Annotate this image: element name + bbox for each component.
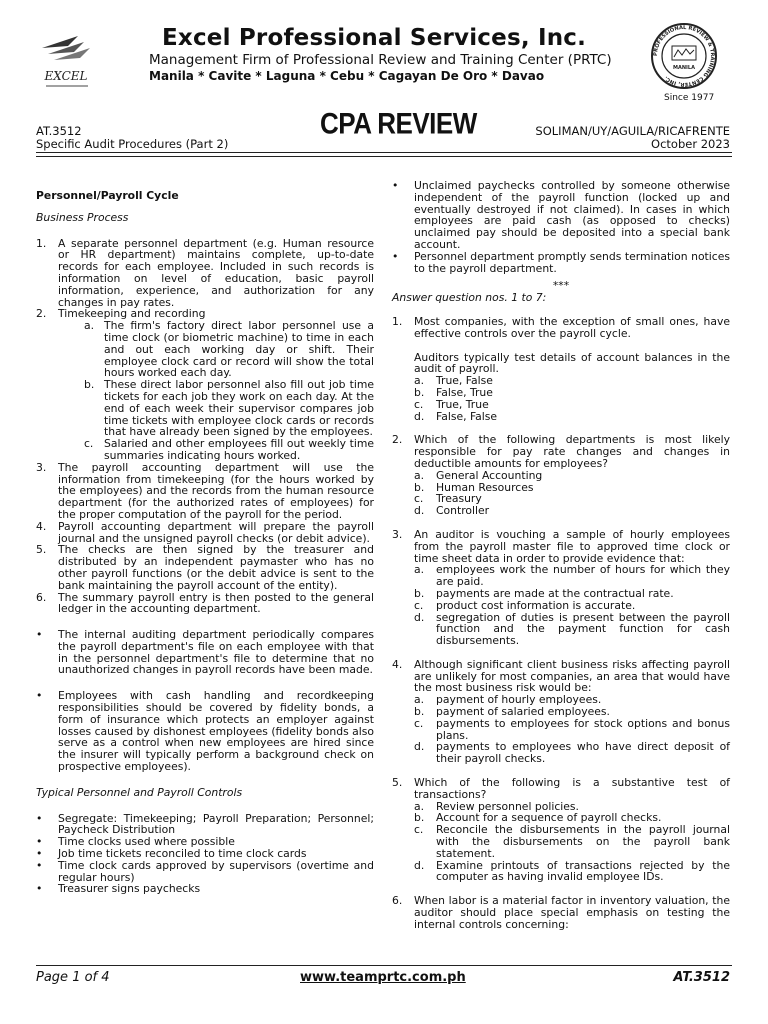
question-5: 5. Which of the following is a substantive test of transactions? xyxy=(392,776,730,801)
bullet-item: • The internal auditing department periodically compares the payroll department's file on each employee with that in the personnel department's file to determine that no unauthorized changes in payroll records have been made. xyxy=(36,628,374,677)
company-name: Excel Professional Services, Inc. xyxy=(162,25,587,51)
process-substep: a. The firm's factory direct labor personnel use a time clock (or biometric machine) to time in each and out each working day or shift. Their employee clock card or record will show the total hours worked each day. xyxy=(84,319,374,380)
answer-option: a. Review personnel policies. xyxy=(414,799,579,813)
answer-option: b. payments are made at the contractual rate. xyxy=(414,586,674,600)
business-process-heading: Business Process xyxy=(36,210,129,224)
footer-divider xyxy=(36,965,732,966)
control-item: • Time clock cards approved by supervisors (overtime and regular hours) xyxy=(36,858,374,884)
answer-option: c. payments to employees for stock options and bonus plans. xyxy=(414,716,730,742)
answer-option: d. Examine printouts of transactions rejected by the computer as having invalid employee IDs. xyxy=(414,858,730,884)
answer-option: b. Account for a sequence of payroll checks. xyxy=(414,811,662,825)
prtc-seal xyxy=(650,22,718,90)
answer-option: d. segregation of duties is present between the payroll function and the payment function for cash disbursements. xyxy=(414,610,730,648)
process-substep: c. Salaried and other employees fill out weekly time summaries indicating hours worked. xyxy=(84,437,374,462)
bullet-item: • Employees with cash handling and recordkeeping responsibilities should be covered by fidelity bonds, a form of insurance which protects an employer against losses caused by dishonest employees (fidelity bonds also serve as a control when new employees are hired since the insurer will typically perform a background check on prospective employees). xyxy=(36,689,374,774)
answer-option: a. True, False xyxy=(414,374,493,388)
company-subtitle: Management Firm of Professional Review and Training Center (PRTC) xyxy=(149,52,612,68)
answer-option: d. payments to employees who have direct deposit of their payroll checks. xyxy=(414,740,730,766)
process-step: 2. Timekeeping and recording xyxy=(36,307,206,321)
answer-option: c. True, True xyxy=(414,397,489,411)
bullet-item: • Unclaimed paychecks controlled by someone otherwise independent of the payroll function (locked up and eventually destroyed if not claimed). In cases in which employees are paid cash (as opposed to checks) unclaimed pay should be deposited into a special bank account. xyxy=(392,179,730,251)
right-column xyxy=(392,180,730,931)
answer-option: b. Human Resources xyxy=(414,480,534,494)
answer-option: d. False, False xyxy=(414,409,498,423)
control-item: • Segregate: Timekeeping; Payroll Preparation; Personnel; Paycheck Distribution xyxy=(36,811,374,837)
svg-text:EXCEL: EXCEL xyxy=(44,69,88,83)
answer-option: c. Treasury xyxy=(414,492,482,506)
svg-text:MANILA: MANILA xyxy=(673,65,695,71)
process-step: 3. The payroll accounting department will use the information from timekeeping (for the hours worked by the employees) and the records from the human resource department (for the authorized rates of employees) for the proper computation of the payroll for the period. xyxy=(36,460,374,521)
process-step: 1. A separate personnel department (e.g. Human resource or HR department) maintains complete, up-to-date records for each employee. Included in such records is information on level of education, basic payroll information, experience, and authorization for any changes in pay rates. xyxy=(36,236,374,309)
answer-option: a. employees work the number of hours for which they are paid. xyxy=(414,563,730,589)
answer-instruction: Answer question nos. 1 to 7: xyxy=(392,291,547,305)
answer-option: a. General Accounting xyxy=(414,468,543,482)
excel-logo xyxy=(38,30,94,94)
question-6: 6. When labor is a material factor in inventory valuation, the auditor should place special emphasis on testing the internal controls concerning: xyxy=(392,894,730,931)
control-item: • Job time tickets reconciled to time clock cards xyxy=(36,847,307,861)
section-heading: Personnel/Payroll Cycle xyxy=(36,189,179,202)
issue-date: October 2023 xyxy=(651,137,730,151)
since-year: Since 1977 xyxy=(664,93,715,103)
question-3: 3. An auditor is vouching a sample of hourly employees from the payroll master file to approved time clock or time sheet data in order to provide evidence that: xyxy=(392,527,730,565)
question-2: 2. Which of the following departments is most likely responsible for pay rate changes and changes in deductible amounts for employees? xyxy=(392,433,730,470)
header-divider xyxy=(36,152,732,153)
header-divider-thin xyxy=(36,156,732,157)
question-1: 1. Most companies, with the exception of small ones, have effective controls over the payroll cycle. xyxy=(392,314,730,340)
course-code: AT.3512 xyxy=(36,124,82,138)
control-item: • Time clocks used where possible xyxy=(36,835,235,849)
question-4: 4. Although significant client business risks affecting payroll are unlikely for most companies, an area that would have the most business risk would be: xyxy=(392,657,730,695)
answer-option: b. payment of salaried employees. xyxy=(414,705,610,719)
answer-option: d. Controller xyxy=(414,504,490,518)
branch-cities: Manila * Cavite * Laguna * Cebu * Cagayan De Oro * Davao xyxy=(149,69,545,83)
course-title: Specific Audit Procedures (Part 2) xyxy=(36,137,229,151)
answer-option: b. False, True xyxy=(414,385,493,399)
left-column xyxy=(36,190,374,895)
process-step: 6. The summary payroll entry is then posted to the general ledger in the accounting department. xyxy=(36,590,374,616)
controls-heading: Typical Personnel and Payroll Controls xyxy=(36,785,243,799)
bullet-item: • Personnel department promptly sends termination notices to the payroll department. xyxy=(392,249,730,275)
answer-option: a. payment of hourly employees. xyxy=(414,693,602,707)
process-step: 4. Payroll accounting department will prepare the payroll journal and the unsigned payroll checks (or debit advice). xyxy=(36,519,374,545)
website-link[interactable]: www.teamprtc.com.ph xyxy=(300,970,466,985)
question-1-statement-2: Auditors typically test details of account balances in the audit of payroll. xyxy=(414,350,730,376)
page-number: Page 1 of 4 xyxy=(36,970,110,985)
authors: SOLIMAN/UY/AGUILA/RICAFRENTE xyxy=(535,124,730,138)
process-step: 5. The checks are then signed by the treasurer and distributed by an independent paymaster who has no other payroll functions (or the debit advice is sent to the bank maintaining the payroll account of the entity). xyxy=(36,543,374,592)
process-substep: b. These direct labor personnel also fill out job time tickets for each job they work on each day. At the end of each week their supervisor compares job time tickets with employee clock cards or records that have already been signed by the employees. xyxy=(84,378,374,439)
svg-text:PROFESSIONAL REVIEW & TRAINING: PROFESSIONAL REVIEW & TRAINING CENTER, INC. xyxy=(652,24,716,88)
cpa-review-banner: CPA REVIEW xyxy=(320,106,477,141)
answer-option: c. product cost information is accurate. xyxy=(414,598,636,612)
control-item: • Treasurer signs paychecks xyxy=(36,882,201,896)
section-separator: *** xyxy=(552,279,570,293)
footer-code: AT.3512 xyxy=(673,970,730,985)
answer-option: c. Reconcile the disbursements in the payroll journal with the disbursements on the payroll bank statement. xyxy=(414,823,730,860)
